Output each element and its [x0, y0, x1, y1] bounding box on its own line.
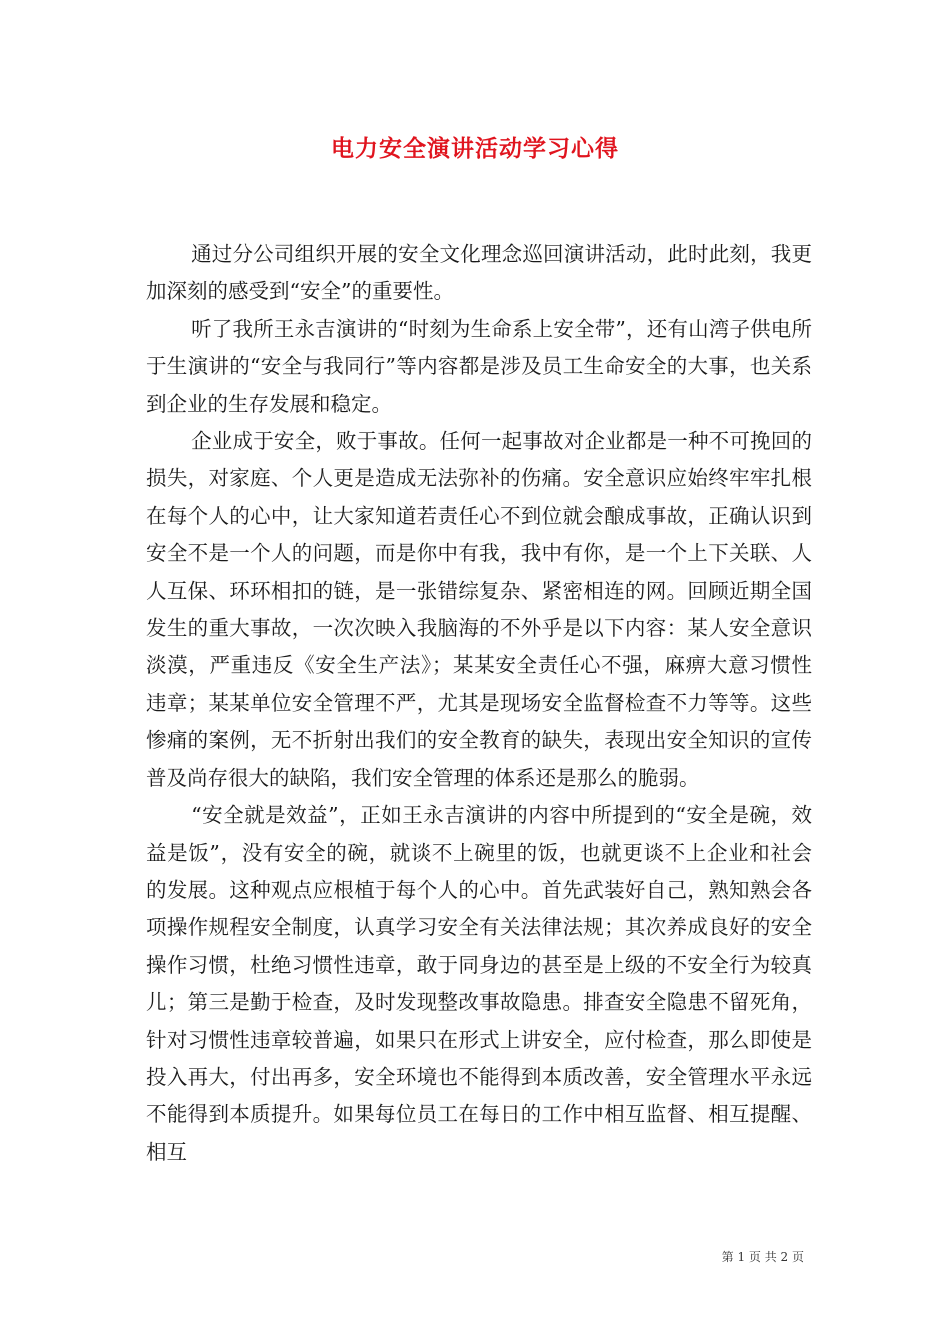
page-number: 第 1 页 共 2 页 [721, 1250, 804, 1264]
paragraph-4: “安全就是效益”，正如王永吉演讲的内容中所提到的“安全是碗，效益是饭”，没有安全的碗，就谈不上碗里的饭，也就更谈不上企业和社会的发展。这种观点应根植于每个人的心中。首先武装好自己，熟知熟会各项操作规程安全制度，认真学习安全有关法律法规；其次养成良好的安全操作习惯，杜绝习惯性违章，敢于同身边的甚至是上级的不安全行为较真儿；第三是勤于检查，及时发现整改事故隐患。排查安全隐患不留死角，针对习惯性违章较普遍，如果只在形式上讲安全，应付检查，那么即使是投入再大，付出再多，安全环境也不能得到本质改善，安全管理水平永远不能得到本质提升。如果每位员工在每日的工作中相互监督、相互提醒、相互 [146, 803, 812, 1164]
paragraph-1: 通过分公司组织开展的安全文化理念巡回演讲活动，此时此刻，我更加深刻的感受到“安全”的重要性。 [146, 242, 812, 304]
document-title: 电力安全演讲活动学习心得 [331, 135, 619, 162]
paragraph-2: 听了我所王永吉演讲的“时刻为生命系上安全带”，还有山湾子供电所于生演讲的“安全与我同行”等内容都是涉及员工生命安全的大事，也关系到企业的生存发展和稳定。 [146, 316, 812, 416]
paragraph-3: 企业成于安全，败于事故。任何一起事故对企业都是一种不可挽回的损失，对家庭、个人更是造成无法弥补的伤痛。安全意识应始终牢牢扎根在每个人的心中，让大家知道若责任心不到位就会酿成事故，正确认识到安全不是一个人的问题，而是你中有我，我中有你，是一个上下关联、人人互保、环环相扣的链，是一张错综复杂、紧密相连的网。回顾近期全国发生的重大事故，一次次映入我脑海的不外乎是以下内容：某人安全意识淡漠，严重违反《安全生产法》；某某安全责任心不强，麻痹大意习惯性违章；某某单位安全管理不严，尤其是现场安全监督检查不力等等。这些惨痛的案例，无不折射出我们的安全教育的缺失，表现出安全知识的宣传普及尚存很大的缺陷，我们安全管理的体系还是那么的脆弱。 [146, 429, 812, 790]
document-body [146, 236, 812, 1171]
